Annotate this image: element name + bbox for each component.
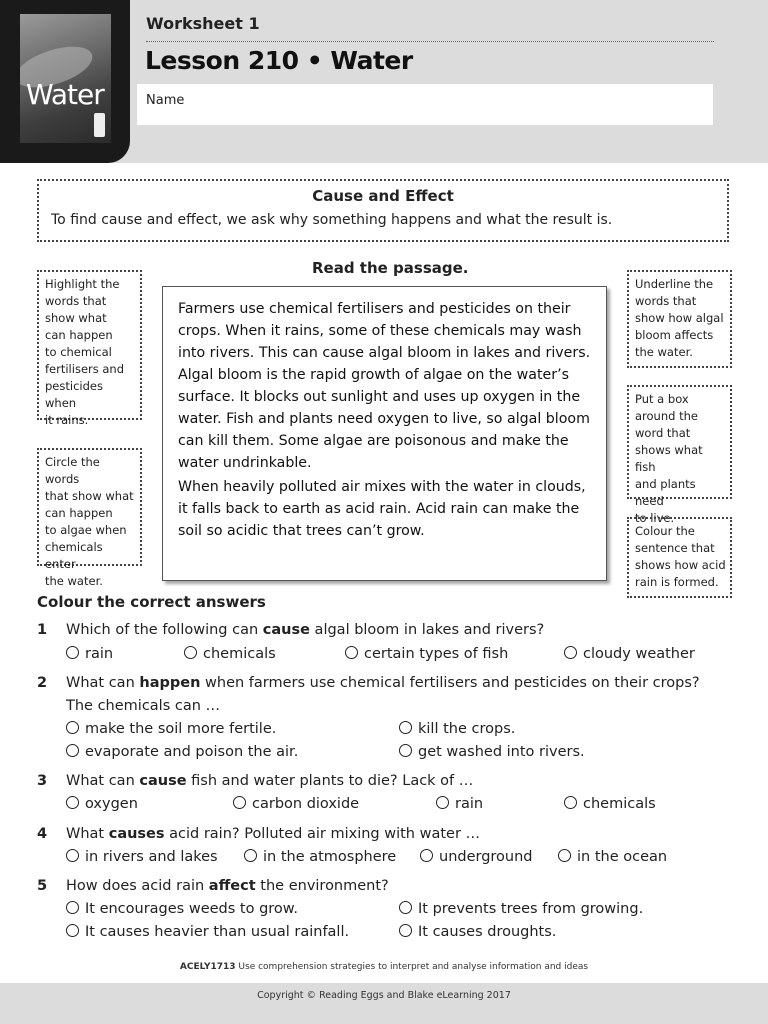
name-field[interactable] [137,84,713,125]
curriculum-code [0,962,768,972]
radio-circle-icon[interactable] [244,849,257,862]
question-number: 5 [37,878,48,894]
worksheet-label: Worksheet 1 [146,14,260,33]
answer-option[interactable]: chemicals [564,796,656,812]
note-text: Circle the words that show what can happen to algae when chemicals enter the water. [45,455,134,588]
answer-option[interactable]: cloudy weather [564,646,695,662]
question-text: What can happen when farmers use chemical fertilisers and pesticides on their crops? [66,675,700,691]
radio-circle-icon[interactable] [399,721,412,734]
read-passage-title: Read the passage. [312,259,469,277]
book-cover-image [20,14,111,143]
answer-option[interactable]: in the atmosphere [244,849,396,865]
curriculum-code-id: ACELY1713 [179,962,236,972]
radio-circle-icon[interactable] [66,646,79,659]
radio-circle-icon[interactable] [558,849,571,862]
reading-passage [162,286,607,581]
answer-option[interactable]: chemicals [184,646,276,662]
answer-option[interactable]: carbon dioxide [233,796,359,812]
note-underline-words [627,270,732,368]
note-text: Colour the sentence that shows how acid rain is formed. [635,524,726,589]
cover-title: Water [26,78,104,111]
curriculum-code-text: Use comprehension strategies to interpret and analyse information and ideas [238,962,589,972]
radio-circle-icon[interactable] [564,646,577,659]
radio-circle-icon[interactable] [66,796,79,809]
question-subtext: The chemicals can … [66,698,221,714]
question-text: How does acid rain affect the environment? [66,878,389,894]
radio-circle-icon[interactable] [184,646,197,659]
note-box-word [627,385,732,525]
publisher-logo-icon [94,113,105,137]
answer-option[interactable]: oxygen [66,796,138,812]
answer-option[interactable]: certain types of fish [345,646,508,662]
question-number: 2 [37,675,48,691]
note-circle-words [37,448,142,588]
answer-option[interactable]: rain [436,796,483,812]
cause-effect-text: To find cause and effect, we ask why something happens and what the result is. [51,212,613,228]
cause-effect-box [37,179,729,242]
answer-option[interactable]: in the ocean [558,849,667,865]
note-text: Underline the words that show how algal bloom affects the water. [635,277,724,359]
radio-circle-icon[interactable] [345,646,358,659]
radio-circle-icon[interactable] [399,901,412,914]
cause-effect-title: Cause and Effect [312,187,454,205]
answer-option[interactable]: kill the crops. [399,721,515,737]
note-highlight-words [37,270,142,427]
radio-circle-icon[interactable] [66,721,79,734]
answer-option[interactable]: get washed into rivers. [399,744,585,760]
note-text: Put a box around the word that shows what fish and plants need to live. [635,392,703,525]
passage-paragraph: When heavily polluted air mixes with the water in clouds, it falls back to earth as acid rain. Acid rain can make the soil so acidic that trees can’t grow. [178,479,586,539]
lesson-title: Lesson 210 • Water [145,46,413,75]
question-text: What can cause fish and water plants to die? Lack of … [66,773,474,789]
radio-circle-icon[interactable] [66,744,79,757]
note-text: Highlight the words that show what can happen to chemical fertilisers and pesticides when it rains. [45,277,125,427]
copyright-text: Copyright © Reading Eggs and Blake eLearning 2017 [257,990,511,1001]
radio-circle-icon[interactable] [66,924,79,937]
question-number: 3 [37,773,48,789]
radio-circle-icon[interactable] [66,901,79,914]
name-label: Name [146,93,185,108]
radio-circle-icon[interactable] [420,849,433,862]
passage-paragraph: Farmers use chemical fertilisers and pesticides on their crops. When it rains, some of these chemicals may wash into rivers. This can cause algal bloom in lakes and rivers. Algal bloom is the rapid growth of algae on the water’s surface. It blocks out sunlight and uses up oxygen in the water. Fish and plants need oxygen to live, so algal bloom can kill them. Some algae are poisonous and make the water undrinkable. [178,301,591,471]
answer-option[interactable]: rain [66,646,113,662]
answer-option[interactable]: It causes droughts. [399,924,556,940]
answers-heading: Colour the correct answers [37,593,266,611]
radio-circle-icon[interactable] [564,796,577,809]
radio-circle-icon[interactable] [399,924,412,937]
note-colour-sentence [627,517,732,598]
answer-option[interactable]: It causes heavier than usual rainfall. [66,924,349,940]
answer-option[interactable]: It encourages weeds to grow. [66,901,298,917]
question-number: 4 [37,826,48,842]
answer-option[interactable]: make the soil more fertile. [66,721,276,737]
answer-option[interactable]: in rivers and lakes [66,849,218,865]
question-text: What causes acid rain? Polluted air mixing with water … [66,826,481,842]
answer-option[interactable]: It prevents trees from growing. [399,901,643,917]
answer-option[interactable]: underground [420,849,533,865]
header-divider [146,41,714,42]
question-number: 1 [37,622,48,638]
radio-circle-icon[interactable] [66,849,79,862]
question-text: Which of the following can cause algal bloom in lakes and rivers? [66,622,545,638]
radio-circle-icon[interactable] [399,744,412,757]
book-cover-frame [0,0,130,163]
footer-band [0,983,768,1024]
answer-option[interactable]: evaporate and poison the air. [66,744,298,760]
radio-circle-icon[interactable] [436,796,449,809]
radio-circle-icon[interactable] [233,796,246,809]
